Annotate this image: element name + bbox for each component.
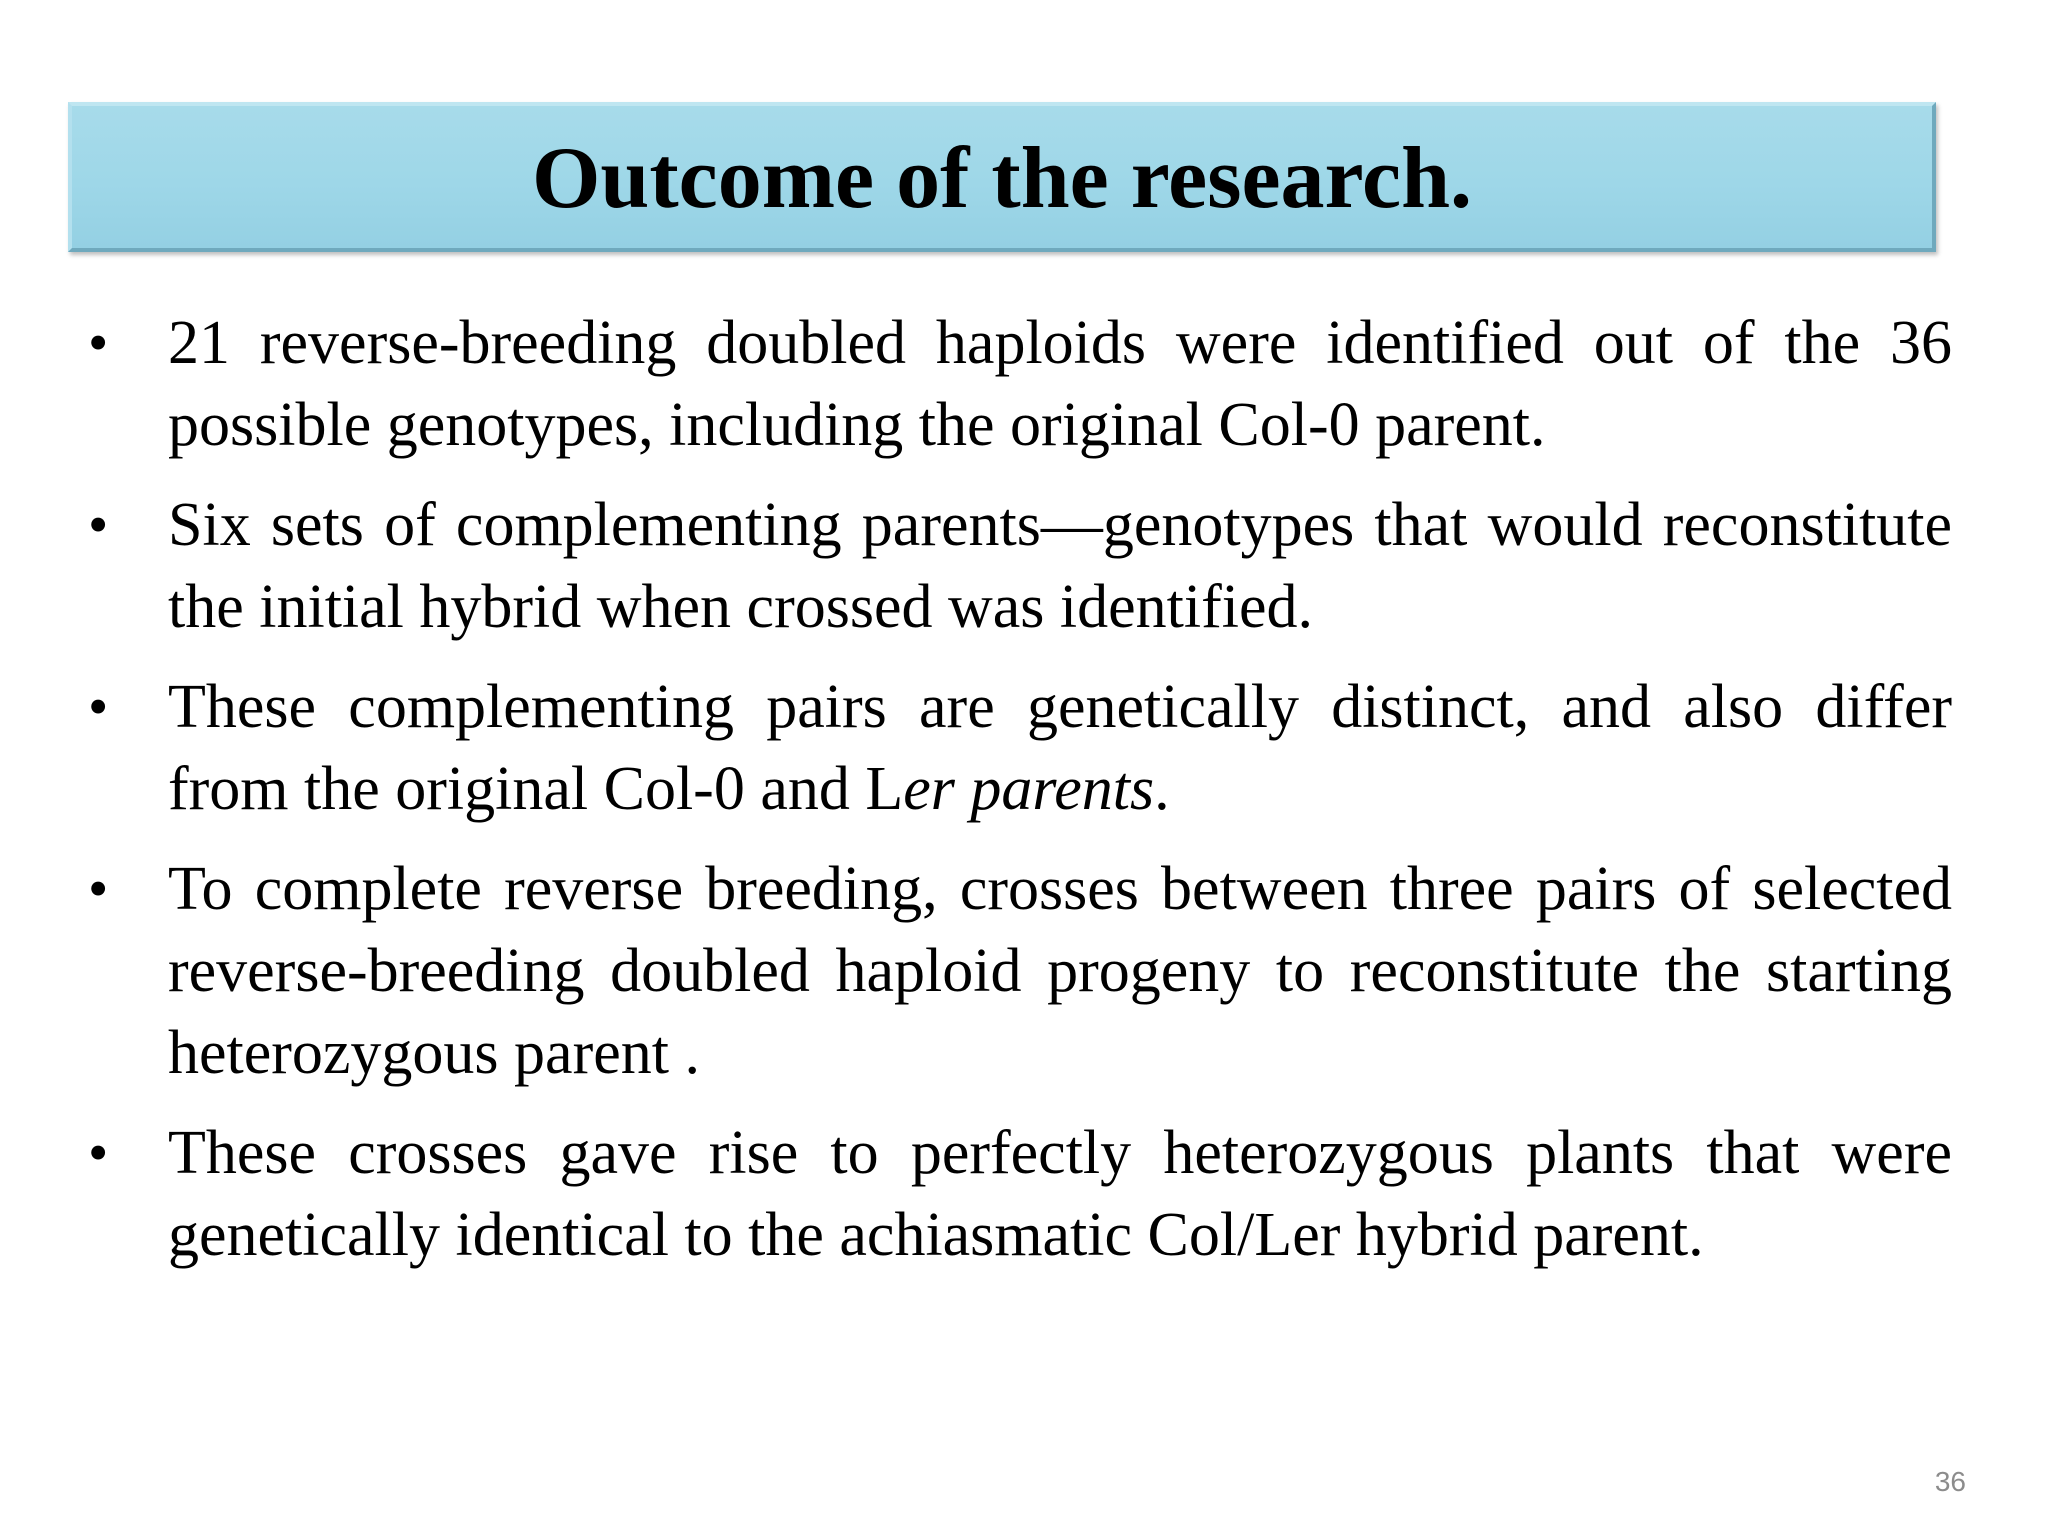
bullet-item <box>80 848 1952 1094</box>
bullet-text-run: . <box>1154 755 1170 823</box>
bullet-marker: • <box>88 856 109 921</box>
bullet-item <box>80 302 1952 466</box>
bullet-text: These crosses gave rise to perfectly heterozygous plants that were genetically identical to the achiasmatic Col/Ler hybrid parent. <box>168 1119 1952 1269</box>
bullet-text-italic-run: er parents <box>903 755 1155 823</box>
bullet-item <box>80 484 1952 648</box>
page-number: 36 <box>1934 1466 1966 1497</box>
bullet-text <box>168 666 1952 830</box>
slide-title: Outcome of the research. <box>531 130 1473 227</box>
bullet-text: To complete reverse breeding, crosses between three pairs of selected reverse-breeding doubled haploid progeny to reconstitute the starting heterozygous parent . <box>168 855 1952 1087</box>
bullet-marker: • <box>88 310 109 375</box>
bullet-item <box>80 666 1952 830</box>
bullet-marker: • <box>88 674 109 739</box>
bullet-marker: • <box>88 492 109 557</box>
bullet-list <box>80 302 1952 1294</box>
bullet-marker: • <box>88 1120 109 1185</box>
title-banner <box>68 102 1936 252</box>
bullet-text: Six sets of complementing parents—genotypes that would reconstitute the initial hybrid when crossed was identified. <box>168 491 1952 641</box>
bullet-text-run: These complementing pairs are genetically distinct, and also differ from the original Col-0 and L <box>168 673 1952 823</box>
bullet-text: 21 reverse-breeding doubled haploids were identified out of the 36 possible genotypes, including the original Col-0 parent. <box>168 309 1952 459</box>
bullet-item <box>80 1112 1952 1276</box>
